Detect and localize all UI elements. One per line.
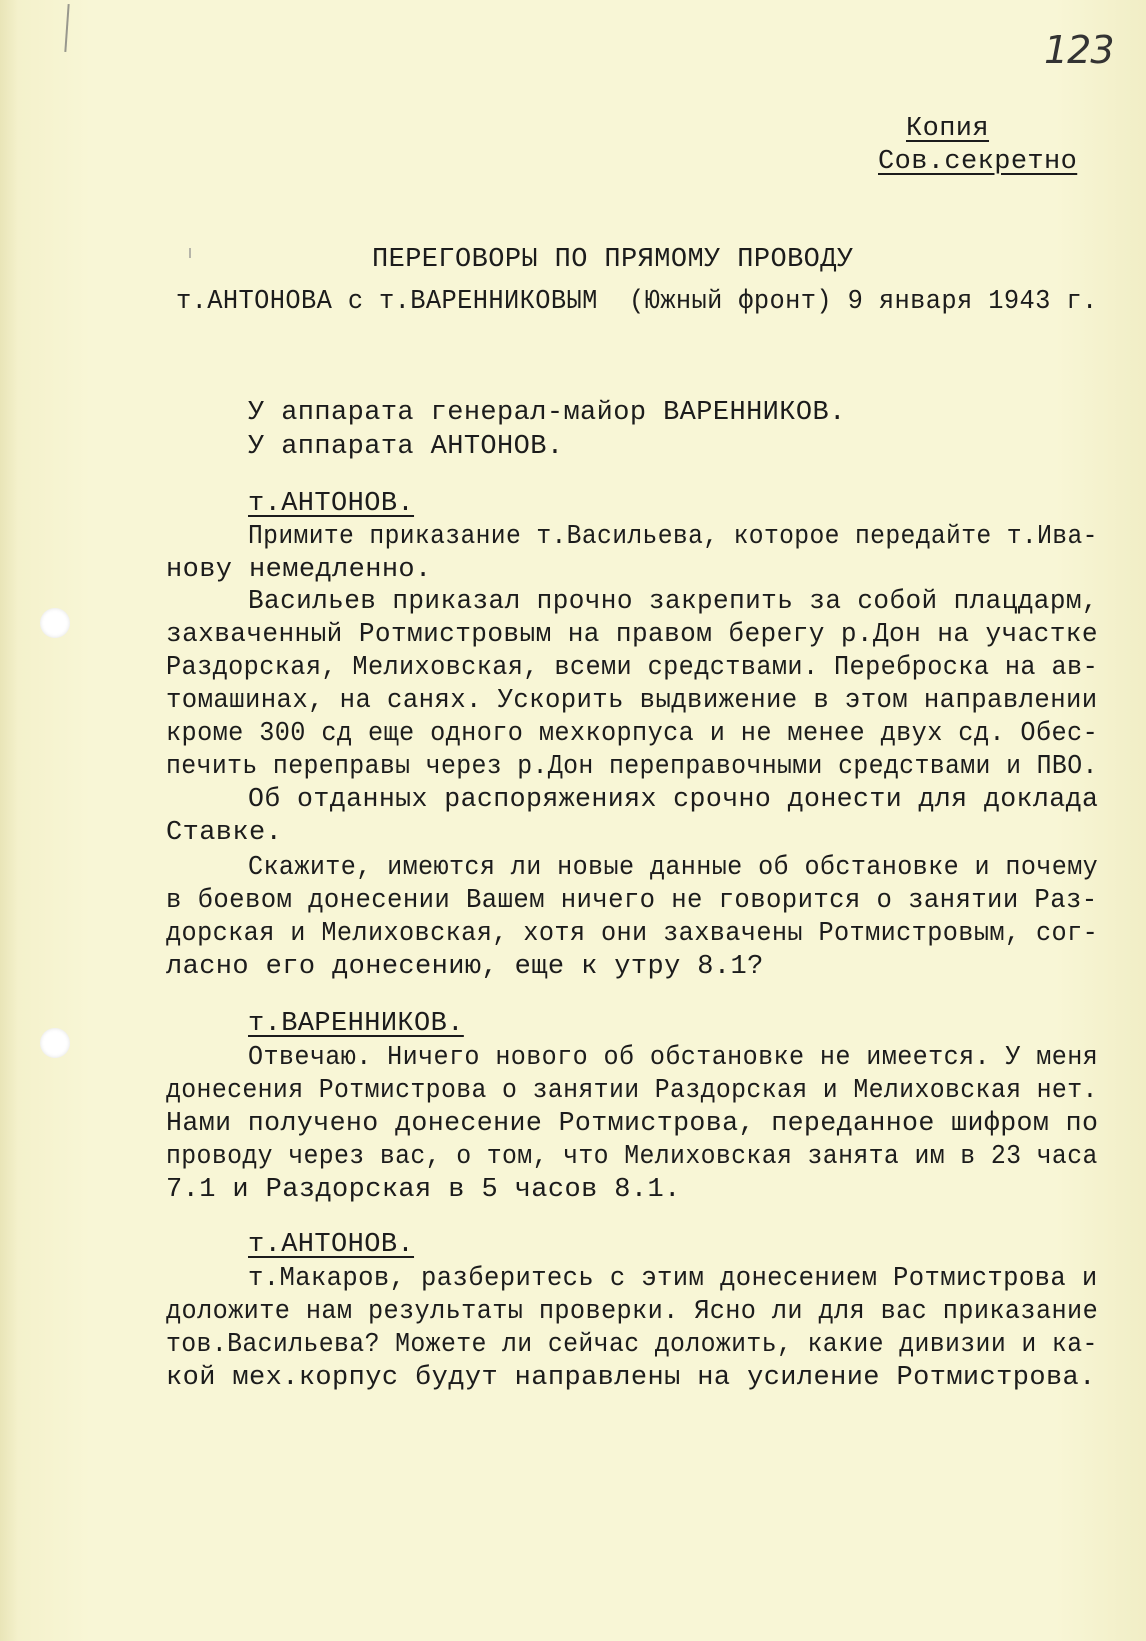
document-title: ПЕРЕГОВОРЫ ПО ПРЯМОМУ ПРОВОДУ xyxy=(372,245,854,275)
text-line: нову немедленно. xyxy=(166,555,432,585)
text-line: томашинах, на санях. Ускорить выдвижение в этом направлении xyxy=(166,686,1098,716)
at-apparatus-line: У аппарата АНТОНОВ. xyxy=(248,432,564,462)
at-apparatus-line: У аппарата генерал-майор ВАРЕННИКОВ. xyxy=(248,398,846,428)
text-line: Ставке. xyxy=(166,818,283,848)
paper-edge xyxy=(0,0,18,1641)
text-line: захваченный Ротмистровым на правом берегу р.Дон на участке xyxy=(166,620,1098,650)
text-line: доложите нам результаты проверки. Ясно ли для вас приказание xyxy=(166,1297,1099,1327)
text-line: Об отданных распоряжениях срочно донести для доклада xyxy=(248,785,1099,815)
classification-label: Сов.секретно xyxy=(878,147,1078,177)
text-line: Нами получено донесение Ротмистрова, переданное шифром по xyxy=(166,1109,1099,1139)
text-line: кой мех.корпус будут направлены на усиление Ротмистрова. xyxy=(166,1363,1096,1393)
speaker-heading: т.ВАРЕННИКОВ. xyxy=(248,1009,464,1039)
text-line: донесения Ротмистрова о занятии Раздорская и Мелиховская нет. xyxy=(166,1076,1098,1106)
text-line: Васильев приказал прочно закрепить за собой плацдарм, xyxy=(248,587,1098,617)
speaker-heading: т.АНТОНОВ. xyxy=(248,489,415,519)
text-line: Скажите, имеются ли новые данные об обстановке и почему xyxy=(248,853,1099,883)
text-line: кроме 300 сд еще одного мехкорпуса и не менее двух сд. Обес- xyxy=(166,719,1099,749)
text-line: Отвечаю. Ничего нового об обстановке не имеется. У меня xyxy=(248,1043,1099,1073)
text-line: Примите приказание т.Васильева, которое передайте т.Ива- xyxy=(248,522,1098,552)
text-line: т.Макаров, разберитесь с этим донесением Ротмистрова и xyxy=(248,1264,1098,1294)
text-line: 7.1 и Раздорская в 5 часов 8.1. xyxy=(166,1175,681,1205)
pencil-mark xyxy=(64,4,69,52)
punch-hole-bottom xyxy=(40,1028,70,1058)
handwritten-page-number: 123 xyxy=(1044,28,1114,72)
text-line: проводу через вас, о том, что Мелиховская занята им в 23 часа xyxy=(166,1142,1098,1172)
pencil-tick xyxy=(189,248,191,258)
document-subtitle: т.АНТОНОВА с т.ВАРЕННИКОВЫМ (Южный фронт) 9 января 1943 г. xyxy=(176,287,1098,317)
text-line: печить переправы через р.Дон переправочными средствами и ПВО. xyxy=(166,752,1098,782)
copy-label: Копия xyxy=(906,114,990,144)
punch-hole-top xyxy=(40,608,70,638)
text-line: в боевом донесении Вашем ничего не говорится о занятии Раз- xyxy=(166,886,1098,916)
speaker-heading: т.АНТОНОВ. xyxy=(248,1230,415,1260)
text-line: тов.Васильева? Можете ли сейчас доложить, какие дивизии и ка- xyxy=(166,1330,1098,1360)
text-line: ласно его донесению, еще к утру 8.1? xyxy=(166,952,764,982)
text-line: дорская и Мелиховская, хотя они захвачены Ротмистровым, сог- xyxy=(166,919,1099,949)
text-line: Раздорская, Мелиховская, всеми средствами. Переброска на ав- xyxy=(166,653,1099,683)
